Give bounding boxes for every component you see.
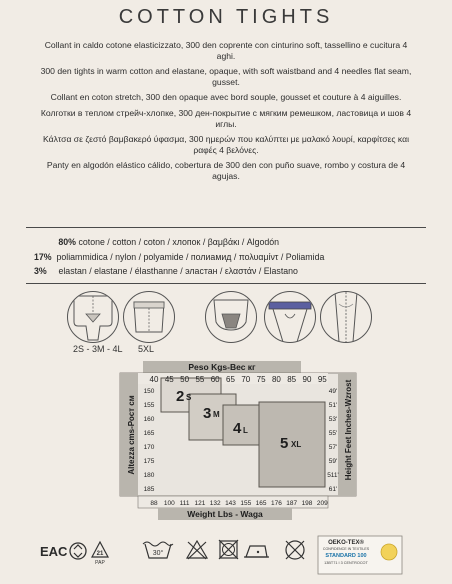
recycle-code: PAP <box>95 560 105 566</box>
care-label-footer <box>0 530 452 580</box>
composition-text: poliammidica / nylon / polyamide / полиамид / πολυαμίντ / Poliamida <box>56 251 325 262</box>
weight-kg-tick: 55 <box>195 375 205 384</box>
size-label-suffix: L <box>243 426 248 435</box>
weight-lbs-tick: 198 <box>301 500 313 507</box>
no-tumble-dry-icon <box>219 540 238 559</box>
oeko-certificate: 13BT71 I 3 CENTROCOT <box>324 561 368 565</box>
recycle-number: 21 <box>96 551 104 557</box>
product-title: COTTON TIGHTS <box>118 6 334 28</box>
iron-low-icon <box>244 546 269 557</box>
height-ft-tick: 55' <box>328 430 338 437</box>
height-ft-tick: 53' <box>328 416 338 423</box>
weight-lbs-tick: 132 <box>209 500 221 507</box>
description-en: 300 den tights in warm cotton and elastane, opaque, with soft waistband and 4 needles flat seam, gusset. <box>40 66 412 87</box>
description-it: Collant in caldo cotone elasticizzato, 300 den coprente con cinturino soft, tassellino e cucitura 4 aghi. <box>44 40 408 61</box>
height-cm-tick: 170 <box>143 444 155 451</box>
height-cm-title: Altezza cms-Рост см <box>127 395 136 475</box>
description-fr: Collant en coton stretch, 300 den opaque avec bord souple, gousset et couture à 4 aiguilles. <box>50 92 402 103</box>
weight-kg-tick: 60 <box>210 375 220 384</box>
weight-kg-tick: 70 <box>241 375 251 384</box>
size-icon-label: 5XL <box>138 344 155 354</box>
pap-recycle-icon <box>92 542 108 566</box>
size-label-num: 4 <box>233 420 242 437</box>
height-ft-tick: 59' <box>328 458 338 465</box>
weight-kg-tick: 85 <box>287 375 297 384</box>
oeko-standard: STANDARD 100 <box>325 553 367 559</box>
oeko-title: OEKO-TEX® <box>328 540 364 546</box>
weight-lbs-tick: 121 <box>194 500 206 507</box>
composition-percent: 3% <box>34 266 47 276</box>
weight-lbs-tick: 100 <box>163 500 175 507</box>
height-cm-tick: 165 <box>143 430 155 437</box>
height-cm-tick: 180 <box>143 472 155 479</box>
weight-lbs-tick: 209 <box>316 500 328 507</box>
height-ft-tick: 61' <box>328 486 338 493</box>
height-ft-tick: 49' <box>328 388 338 395</box>
composition-percent: 80% <box>58 237 76 247</box>
eac-mark: EAC <box>40 544 68 559</box>
composition-text: elastan / elastane / élasthanne / эластан / ελαστάν / Elastano <box>58 266 298 276</box>
recycle-icon <box>70 543 86 559</box>
weight-lbs-tick: 165 <box>255 500 267 507</box>
weight-lbs-tick: 187 <box>286 500 298 507</box>
composition-percent: 17% <box>34 251 52 262</box>
height-ft-tick: 51' <box>328 402 338 409</box>
weight-kg-tick: 65 <box>226 375 235 384</box>
size-label-num: 5 <box>280 435 289 452</box>
size-label-suffix: M <box>213 410 220 419</box>
height-cm-tick: 150 <box>143 388 155 395</box>
weight-kg-tick: 40 <box>149 375 159 384</box>
oeko-tex-label <box>318 536 402 574</box>
size-label-suffix: S <box>186 393 192 402</box>
weight-lbs-tick: 143 <box>225 500 236 507</box>
weight-lbs-tick: 88 <box>150 500 158 507</box>
no-bleach-icon <box>187 541 207 559</box>
height-cm-tick: 175 <box>143 458 155 465</box>
weight-kg-tick: 50 <box>180 375 190 384</box>
weight-kg-tick: 90 <box>302 375 312 384</box>
weight-lbs-title: Weight Lbs - Waga <box>187 509 263 519</box>
size-label-num: 2 <box>176 388 185 405</box>
composition-text: cotone / cotton / coton / хлопок / βαμβάκι / Algodón <box>78 237 280 247</box>
size-label-suffix: XL <box>291 440 302 449</box>
height-ft-tick: 511' <box>327 472 339 479</box>
weight-lbs-tick: 155 <box>240 500 252 507</box>
size-label-num: 3 <box>203 405 212 422</box>
height-cm-tick: 160 <box>143 416 155 423</box>
size-icon-label: 2S - 3M - 4L <box>73 344 123 354</box>
weight-kg-tick: 95 <box>317 375 327 384</box>
height-cm-tick: 185 <box>143 486 155 493</box>
height-ft-title: Height Feet Inches-Wzrost <box>344 379 353 481</box>
weight-lbs-tick: 111 <box>179 500 190 507</box>
description-el: Κάλτσα σε ζεστό βαμβακερό ύφασμα, 300 ημερών που καλύπτει με μαλακό λουρί, καρφίτσες και ραφές 4 βελόνες. <box>42 134 410 155</box>
oeko-subtitle: CONFIDENCE IN TEXTILES <box>322 547 370 551</box>
no-dry-clean-icon <box>286 541 304 559</box>
weight-kg-tick: 45 <box>164 375 174 384</box>
height-ft-tick: 57' <box>328 444 338 451</box>
weight-kg-tick: 80 <box>271 375 281 384</box>
oeko-sun-icon <box>381 544 397 560</box>
weight-kg-tick: 75 <box>256 375 266 384</box>
size-region-4l <box>223 405 260 445</box>
wash-temp: 30° <box>152 550 164 557</box>
height-cm-tick: 155 <box>143 402 155 409</box>
weight-kg-title: Peso Kgs-Вес кг <box>188 362 256 372</box>
wash-30-icon <box>143 542 173 558</box>
weight-lbs-tick: 176 <box>270 500 282 507</box>
description-es: Panty en algodón elástico cálido, cobertura de 300 den con puño suave, rombo y costura de 4 agujas. <box>46 160 406 181</box>
description-ru: Колготки в теплом стрейч-хлопке, 300 ден-покрытие с мягким ремешком, ластовица и шов 4 иглы. <box>40 107 412 129</box>
